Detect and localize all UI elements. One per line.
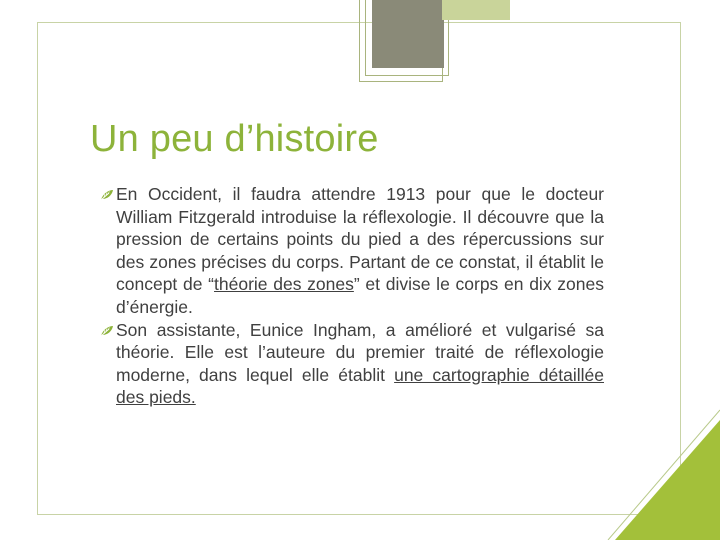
bullet-item <box>100 183 604 319</box>
bullet-text: En Occident, il faudra attendre 1913 pour que le docteur William Fitzgerald introduise la réflexologie. Il découvre que la pression de certains points du pied a des répercussions sur des zones précises du corps. Partant de ce constat, il établit le concept de “ <box>116 184 604 295</box>
underlined-term: une cartographie détaillée des pieds. <box>116 364 604 408</box>
bullet-text: ” et divise le corps en dix zones d’énergie. <box>116 274 604 317</box>
bullet-item <box>100 319 604 409</box>
underlined-term: théorie des zones <box>214 274 354 295</box>
decorative-corner-triangle <box>615 420 720 540</box>
leaf-bullet-icon <box>100 325 114 337</box>
bullet-text: Son assistante, Eunice Ingham, a amélioré et vulgarisé sa théorie. Elle est l’auteure du premier traité de réflexologie moderne, dans lequel elle établit <box>116 319 604 385</box>
bullet-list <box>100 183 604 409</box>
leaf-bullet-icon <box>100 189 114 201</box>
slide-title: Un peu d’histoire <box>90 118 379 160</box>
